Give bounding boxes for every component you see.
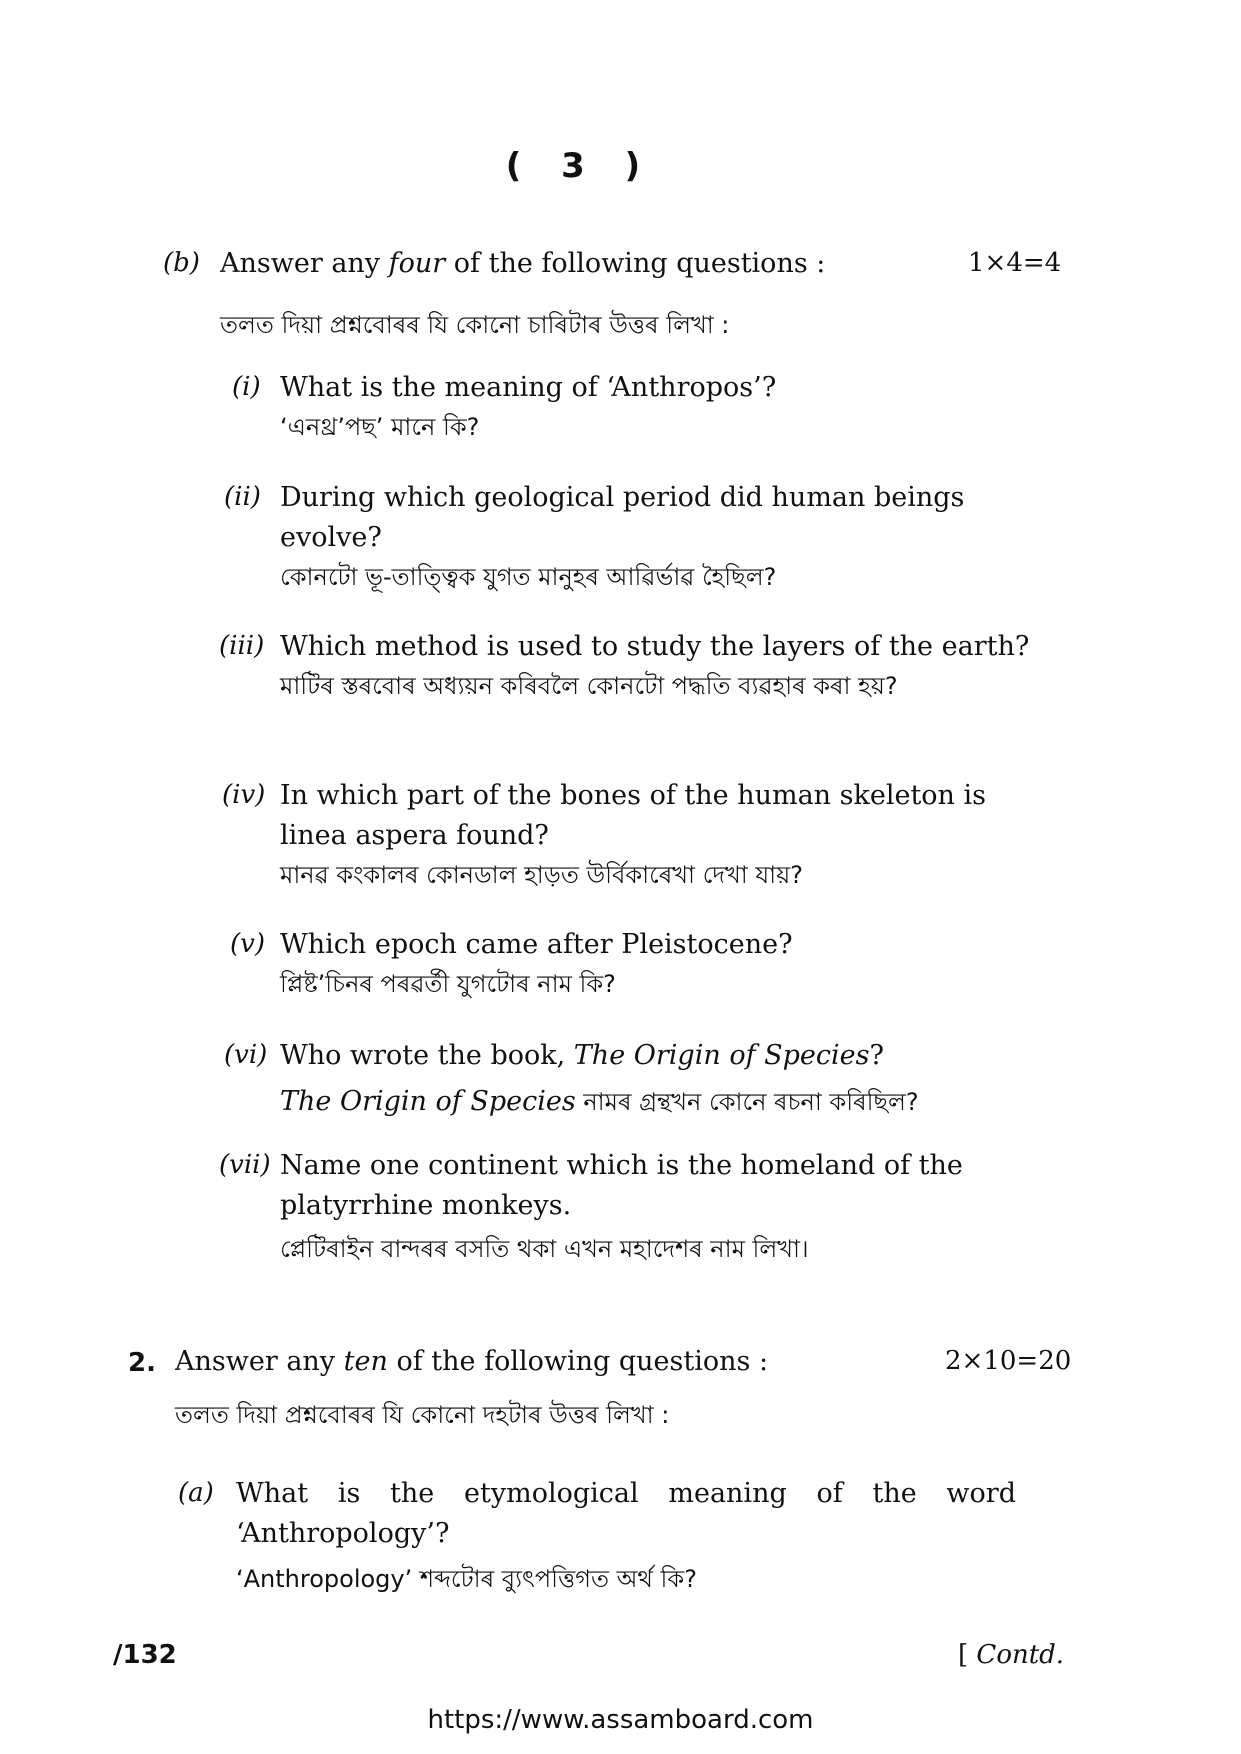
section-b-label: (b) <box>163 248 200 278</box>
question-label: (ii) <box>224 482 261 512</box>
question-text-assamese: মাটিৰ স্তৰবোৰ অধ্যয়ন কৰিবলৈ কোনটো পদ্ধতি ব্যৱহাৰ কৰা হয়? <box>280 672 898 700</box>
paper-code: /132 <box>113 1640 177 1670</box>
question-text-assamese: প্লেটিৰাইন বান্দৰৰ বসতি থকা এখন মহাদেশৰ নাম লিখা। <box>280 1235 809 1263</box>
question-label: (v) <box>230 929 265 959</box>
question-label: (iv) <box>222 780 266 810</box>
question-text: Who wrote the book, The Origin of Species? <box>280 1040 884 1071</box>
question-label: (vi) <box>224 1040 268 1070</box>
question-item <box>236 1474 1016 1598</box>
question-item <box>280 478 1040 596</box>
question-2-instruction-assamese: তলত দিয়া প্ৰশ্নবোৰৰ যি কোনো দহটাৰ উত্তৰ লিখা : <box>175 1401 670 1429</box>
question-label: (iii) <box>219 631 265 661</box>
page-number: ( 3 ) <box>505 146 655 186</box>
question-label: (a) <box>178 1478 214 1508</box>
question-item <box>280 368 1040 446</box>
question-text: What is the meaning of ‘Anthropos’? <box>280 372 777 403</box>
question-item <box>280 627 1040 705</box>
question-text: Which epoch came after Pleistocene? <box>280 929 793 960</box>
question-text-assamese: মানৱ কংকালৰ কোনডাল হাড়ত উৰ্বিকাৰেখা দেখা যায়? <box>280 861 804 889</box>
section-b-instruction: Answer any four of the following questions : <box>220 248 826 279</box>
question-text-line: ‘Anthropology’? <box>236 1518 450 1549</box>
section-b-instruction-assamese: তলত দিয়া প্ৰশ্নবোৰৰ যি কোনো চাৰিটাৰ উত্তৰ লিখা : <box>220 311 730 339</box>
question-2-number: 2. <box>128 1348 156 1378</box>
question-text: During which geological period did human beings evolve? <box>280 482 965 553</box>
question-item <box>280 1036 1040 1122</box>
question-text: Which method is used to study the layers of the earth? <box>280 631 1030 662</box>
question-text-line: What is the etymological meaning of the word <box>236 1478 1016 1509</box>
question-2-instruction: Answer any ten of the following questions : <box>175 1346 769 1377</box>
question-text-assamese: কোনটো ভূ-তাত্ত্বিক যুগত মানুহৰ আৱিৰ্ভাৱ হৈছিল? <box>280 563 777 591</box>
continued-marker: [ Contd. <box>958 1640 1065 1670</box>
source-url[interactable]: https://www.assamboard.com <box>427 1705 814 1735</box>
question-item <box>280 776 1040 894</box>
question-text-assamese: ‘এনথ্ৰ’পছ’ মানে কি? <box>280 413 480 441</box>
question-text: In which part of the bones of the human skeleton is linea aspera found? <box>280 780 987 851</box>
question-text: Name one continent which is the homeland of the platyrrhine monkeys. <box>280 1150 963 1221</box>
question-item <box>280 925 1040 1003</box>
question-label: (i) <box>232 372 261 402</box>
question-text-assamese: ‘Anthropology’ শব্দটোৰ ব্যুৎপত্তিগত অৰ্থ কি? <box>236 1565 697 1593</box>
question-item <box>280 1146 1040 1268</box>
section-b-marks: 1×4=4 <box>968 248 1062 278</box>
question-text-assamese: প্লিষ্ট’চিনৰ পৰৱৰ্তী যুগটোৰ নাম কি? <box>280 970 616 998</box>
question-text-assamese: The Origin of Species নামৰ গ্ৰন্থখন কোনে ৰচনা কৰিছিল? <box>280 1086 919 1117</box>
question-2-marks: 2×10=20 <box>945 1346 1072 1376</box>
question-label: (vii) <box>219 1150 271 1180</box>
